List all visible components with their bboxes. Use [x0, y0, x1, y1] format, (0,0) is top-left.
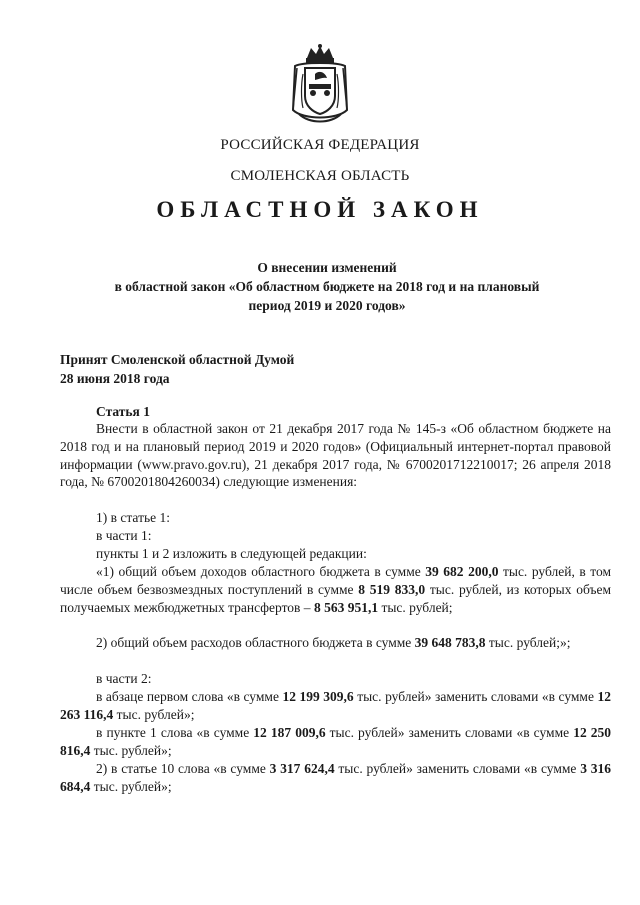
text-span: в абзаце первом слова «в сумме — [96, 689, 283, 704]
item-2-change — [60, 760, 611, 796]
law-title-line: период 2019 и 2020 годов» — [248, 298, 406, 313]
amount-value: 39 648 783,8 — [414, 635, 486, 650]
point-1-text — [60, 563, 611, 616]
adoption-date: 28 июня 2018 года — [60, 371, 170, 386]
points-instruction: пункты 1 и 2 изложить в следующей редакции: — [96, 546, 367, 561]
law-title-line: О внесении изменений — [257, 260, 397, 275]
point-1-change — [60, 724, 611, 760]
amount-value: 8 563 951,1 — [313, 599, 379, 615]
country-name: РОССИЙСКАЯ ФЕДЕРАЦИЯ — [220, 137, 420, 153]
text-span: «1) общий объем доходов областного бюджета в сумме — [96, 564, 426, 579]
law-title-line: в областной закон «Об областном бюджете на 2018 год и на плановый — [114, 279, 540, 294]
text-span: тыс. рублей»; — [90, 742, 172, 758]
amount-value: 12 199 309,6 — [282, 689, 354, 704]
text-span: тыс. рублей;»; — [485, 635, 571, 650]
part-2: в части 2: — [96, 671, 152, 686]
region-name: СМОЛЕНСКАЯ ОБЛАСТЬ — [230, 168, 410, 184]
text-span: тыс. рублей» заменить словами «в сумме — [353, 689, 598, 704]
law-title — [72, 258, 582, 315]
text-span: 2) в статье 10 слова «в сумме — [96, 761, 270, 776]
text-span: в пункте 1 слова «в сумме — [96, 725, 254, 740]
text-span: тыс. рублей» заменить словами «в сумме — [334, 761, 581, 776]
text-span: тыс. рублей»; — [113, 706, 195, 722]
text-span: 2) общий объем расходов областного бюджета в сумме — [96, 635, 415, 650]
text-span: тыс. рублей, из которых объем получаемых межбюджетных трансфертов – — [60, 581, 611, 615]
amount-value: 12 263 116,4 — [60, 689, 611, 722]
text-span: тыс. рублей»; — [90, 778, 172, 794]
coat-of-arms-icon — [289, 44, 351, 126]
amount-value: 3 316 684,4 — [60, 761, 612, 794]
document-type: ОБЛАСТНОЙ ЗАКОН — [156, 197, 484, 222]
amount-value: 12 250 816,4 — [60, 725, 612, 758]
text-span: тыс. рублей, в том числе объем безвозмездных поступлений в сумме — [60, 564, 611, 597]
text-span: тыс. рублей» заменить словами «в сумме — [325, 725, 574, 740]
amount-value: 39 682 200,0 — [425, 564, 499, 579]
amount-value: 8 519 833,0 — [358, 581, 426, 597]
item-1: 1) в статье 1: — [96, 510, 170, 525]
article-heading: Статья 1 — [96, 404, 150, 419]
adoption-body: Принят Смоленской областной Думой — [60, 352, 295, 367]
paragraph-1-change — [60, 688, 611, 724]
point-2-text — [60, 634, 611, 652]
amount-value: 3 317 624,4 — [269, 761, 335, 776]
article-intro: Внести в областной закон от 21 декабря 2017 года № 145-з «Об областном бюджете на 2018 год и на плановый период 2019 и 2020 годов» (Официальный интернет-портал правовой информации (www.pravo.gov.ru), 21 декабря 2017 года, № 6700201712210017; 26 апреля 2018 года, № 6700201804260034) следующие изменения: — [60, 421, 611, 490]
part-1: в части 1: — [96, 528, 152, 543]
text-span: тыс. рублей; — [378, 599, 453, 615]
amount-value: 12 187 009,6 — [253, 725, 326, 740]
adoption-info — [60, 350, 294, 388]
